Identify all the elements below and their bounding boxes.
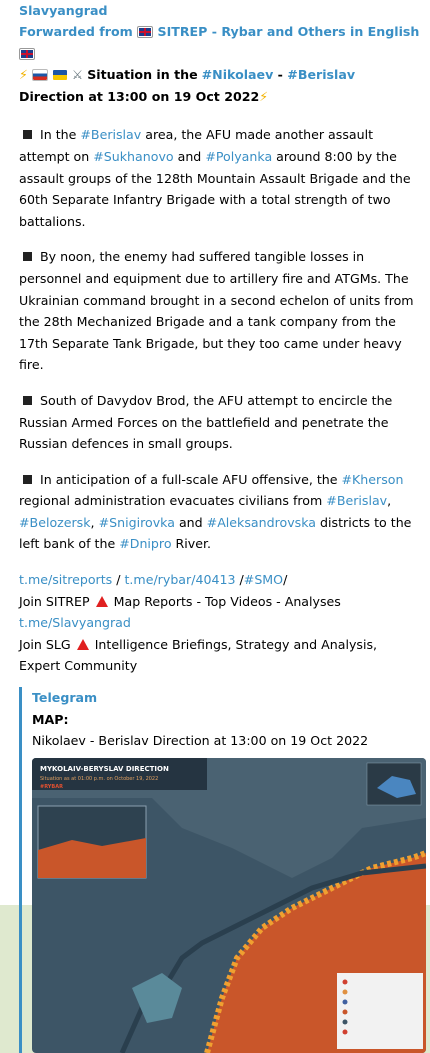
map-legend-marker (343, 1019, 348, 1024)
text: around 8:00 by the assault groups of the 128th Mountain Assault Brigade and the 60th Separate Infantry Brigade with a total strength of two battalions. (19, 148, 411, 229)
links-line (19, 569, 422, 591)
map-brand: #RYBAR (40, 783, 63, 790)
hashtag-belozersk[interactable]: #Belozersk (19, 514, 91, 530)
slg-link-line (19, 612, 422, 634)
link-preview[interactable] (19, 687, 422, 1053)
bullet-icon (23, 252, 32, 261)
map-legend-marker (343, 1009, 348, 1014)
map-legend-marker (343, 979, 348, 984)
red-triangle-icon (96, 596, 108, 607)
join-label: Join SITREP (19, 593, 90, 609)
separator: / (283, 572, 288, 588)
lightning-icon: ⚡ (19, 67, 28, 83)
russia-flag-icon (33, 70, 47, 80)
crossed-swords-icon: ⚔ (71, 67, 84, 83)
separator: / (235, 572, 244, 588)
hashtag-berislav[interactable]: #Berislav (80, 127, 142, 143)
hashtag-berislav[interactable]: #Berislav (326, 493, 388, 509)
join-description: Intelligence Briefings, Strategy and Analysis, Expert Community (19, 636, 378, 674)
join-sitrep-line (19, 591, 422, 613)
forwarded-source[interactable]: SITREP - Rybar and Others in English (157, 24, 420, 39)
preview-title: MAP: (32, 711, 69, 727)
hashtag-nikolaev[interactable]: #Nikolaev (201, 67, 274, 83)
preview-source[interactable]: Telegram (32, 690, 98, 706)
bullet-icon (23, 396, 32, 405)
bullet-icon (23, 130, 32, 139)
link-sitreports[interactable]: t.me/sitreports (19, 572, 113, 588)
hashtag-berislav[interactable]: #Berislav (287, 67, 356, 83)
text: South of Davydov Brod, the AFU attempt to encircle the Russian Armed Forces on the battlefield and penetrate the Russian defences in small groups. (19, 392, 393, 452)
preview-subtitle: Nikolaev - Berislav Direction at 13:00 on 19 Oct 2022 (32, 733, 369, 749)
forwarded-prefix: Forwarded from (19, 24, 133, 39)
channel-name[interactable]: Slavyangrad (19, 3, 108, 18)
text: In anticipation of a full-scale AFU offensive, the (40, 471, 342, 487)
paragraph-3 (19, 390, 422, 455)
map-legend-marker (343, 989, 348, 994)
text: , (387, 493, 392, 509)
headline-mid: - (273, 67, 288, 83)
paragraph-4 (19, 469, 422, 555)
text: River. (171, 536, 212, 552)
lightning-icon: ⚡ (259, 88, 269, 104)
red-triangle-icon (77, 639, 89, 650)
hashtag-polyanka[interactable]: #Polyanka (205, 148, 273, 164)
text: By noon, the enemy had suffered tangible losses in personnel and equipment due to artillery fire and ATGMs. The Ukrainian command brought in a second echelon of units from the 28th Mechanized Brigade and a tank company from the 17th Separate Tank Brigade, but they too came under heavy fire. (19, 249, 414, 373)
uk-flag-icon (138, 27, 152, 37)
map-image[interactable] (32, 758, 426, 1053)
map-title: MYKOLAIV-BERYSLAV DIRECTION (40, 764, 169, 773)
ukraine-flag-icon (53, 70, 67, 80)
map-legend-marker (343, 999, 348, 1004)
forwarded-header[interactable] (19, 21, 422, 64)
text: and (173, 148, 206, 164)
headline-post: Direction at 13:00 on 19 Oct 2022 (19, 88, 260, 104)
headline (19, 64, 422, 107)
bullet-icon (23, 475, 32, 484)
paragraph-2 (19, 246, 422, 376)
hashtag-aleksandrovska[interactable]: #Aleksandrovska (206, 514, 317, 530)
text: and (174, 514, 207, 530)
link-slavyangrad[interactable]: t.me/Slavyangrad (19, 615, 131, 631)
uk-flag-icon (20, 49, 34, 59)
text: area, the AFU made another assault attempt on (19, 127, 374, 164)
map-legend (337, 973, 423, 1049)
paragraph-1 (19, 124, 422, 232)
join-description: Map Reports - Top Videos - Analyses (113, 593, 341, 609)
separator: / (112, 572, 125, 588)
headline-pre: Situation in the (87, 67, 198, 83)
text: In the (40, 127, 81, 143)
hashtag-dnipro[interactable]: #Dnipro (119, 536, 172, 552)
link-rybar-post[interactable]: t.me/rybar/40413 (124, 572, 236, 588)
hashtag-snigirovka[interactable]: #Snigirovka (98, 514, 175, 530)
hashtag-smo[interactable]: #SMO (243, 572, 284, 588)
map-legend-marker (343, 1029, 348, 1034)
join-slg-line (19, 634, 422, 677)
map-subtitle: Situation as at 01:00 p.m. on October 19, 2022 (40, 775, 159, 782)
text: , (90, 514, 99, 530)
hashtag-kherson[interactable]: #Kherson (341, 471, 404, 487)
text: regional administration evacuates civilians from (19, 493, 327, 509)
join-label: Join SLG (19, 636, 71, 652)
text: districts to the left bank of the (19, 514, 412, 552)
hashtag-sukhanovo[interactable]: #Sukhanovo (93, 148, 174, 164)
